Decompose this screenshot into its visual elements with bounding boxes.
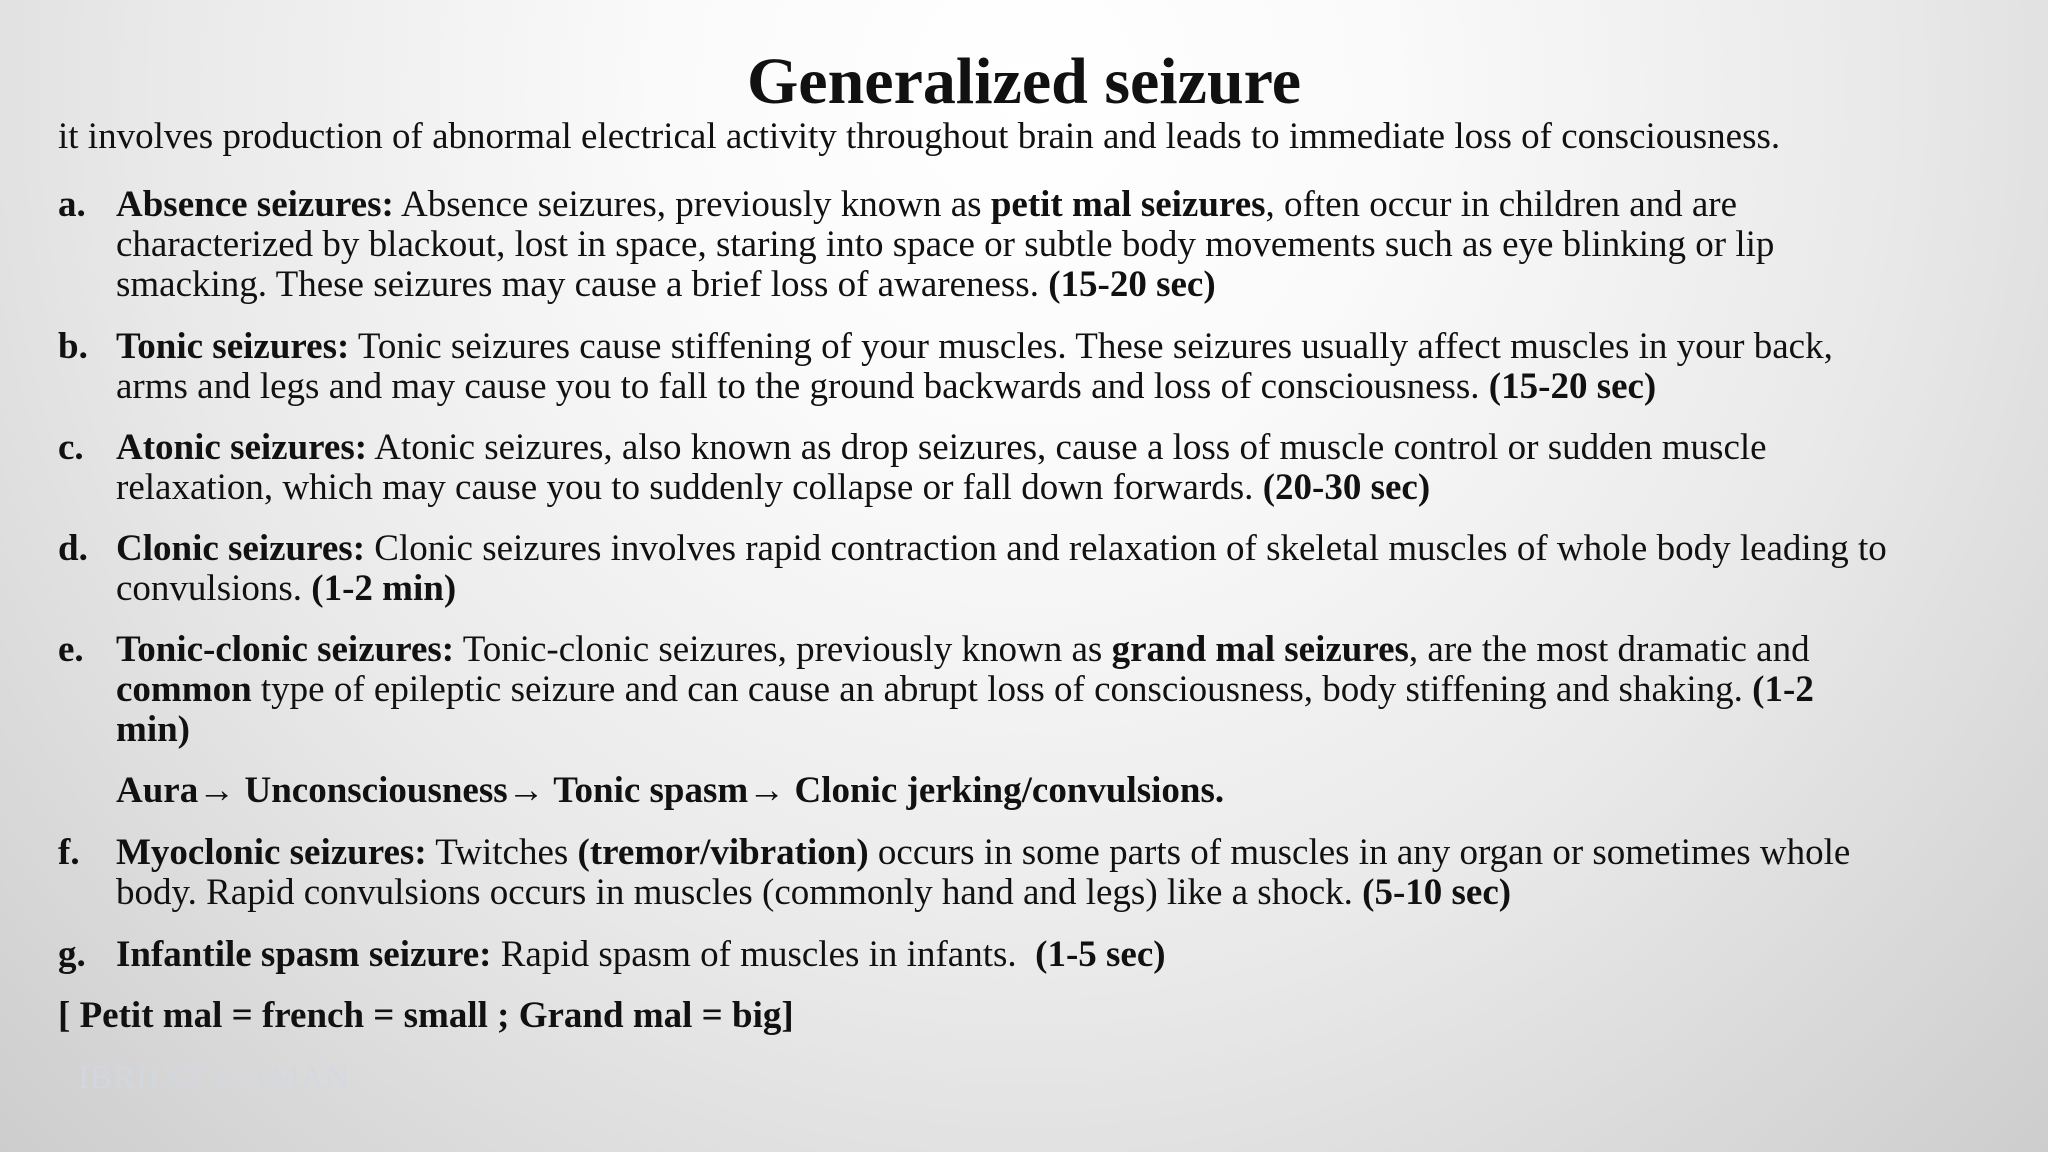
list-item-body xyxy=(116,428,2016,508)
item-text: Absence seizures, previously known as xyxy=(393,184,991,225)
list-marker: e. xyxy=(58,629,84,670)
item-text: convulsions. xyxy=(116,568,312,609)
item-text: arms and legs and may cause you to fall to the ground backwards and loss of consciousness. xyxy=(116,366,1489,407)
item-line xyxy=(116,630,2016,670)
list-marker: b. xyxy=(58,326,88,367)
item-line xyxy=(116,873,2016,913)
item-term: Tonic seizures: xyxy=(116,326,350,367)
list-item-body xyxy=(116,185,2016,305)
item-emphasis: grand mal seizures xyxy=(1111,629,1409,670)
item-text: Atonic seizures, also known as drop seizures, cause a loss of muscle control or sudden muscle xyxy=(367,427,1767,468)
slide-title: Generalized seizure xyxy=(746,45,1302,118)
item-line xyxy=(116,935,2016,975)
list-marker: a. xyxy=(58,184,86,225)
item-line xyxy=(116,529,2016,569)
item-text: Clonic seizures involves rapid contraction and relaxation of skeletal muscles of whole body leading to xyxy=(365,528,1887,569)
list-item-body xyxy=(116,630,2016,811)
item-text: relaxation, which may cause you to suddenly collapse or fall down forwards. xyxy=(116,467,1263,508)
item-term: Infantile spasm seizure: xyxy=(116,934,492,975)
item-text: , are the most dramatic and xyxy=(1408,629,1810,670)
item-term: Myoclonic seizures: xyxy=(116,832,427,873)
item-text: Tonic seizures cause stiffening of your muscles. These seizures usually affect muscles in your back, xyxy=(349,326,1833,367)
list-marker: c. xyxy=(58,427,84,468)
list-item-body xyxy=(116,935,2016,975)
item-text: type of epileptic seizure and can cause an abrupt loss of consciousness, body stiffening and shaking. xyxy=(251,669,1753,710)
item-line xyxy=(116,185,2016,225)
item-line xyxy=(116,670,2016,710)
list-item-body xyxy=(116,833,2016,913)
list-item-body xyxy=(116,529,2016,609)
item-term: Absence seizures: xyxy=(116,184,394,225)
list-marker: f. xyxy=(58,832,80,873)
item-line xyxy=(116,367,2016,407)
item-line xyxy=(116,710,2016,750)
list-item-body xyxy=(116,327,2016,407)
item-line xyxy=(116,468,2016,508)
item-duration: (1-2 min) xyxy=(311,568,457,609)
list-marker: d. xyxy=(58,528,88,569)
item-duration: (15-20 sec) xyxy=(1488,366,1657,407)
item-text: body. Rapid convulsions occurs in muscles (commonly hand and legs) like a shock. xyxy=(116,872,1363,913)
item-duration: (1-2 xyxy=(1752,669,1814,710)
item-line xyxy=(116,833,2016,873)
item-duration: (15-20 sec) xyxy=(1048,264,1216,305)
item-duration: min) xyxy=(116,709,190,750)
item-text: smacking. These seizures may cause a brief loss of awareness. xyxy=(116,264,1049,305)
item-term: Atonic seizures: xyxy=(116,427,368,468)
list-marker: g. xyxy=(58,934,86,975)
item-line: characterized by blackout, lost in space, staring into space or subtle body movements such as eye blinking or lip xyxy=(116,224,1775,265)
item-duration: (20-30 sec) xyxy=(1262,467,1431,508)
item-duration: (1-5 sec) xyxy=(1035,934,1166,975)
item-emphasis: (tremor/vibration) xyxy=(577,832,869,873)
item-duration: (5-10 sec) xyxy=(1362,872,1512,913)
item-line xyxy=(116,265,2016,305)
item-sequence: Aura→ Unconsciousness→ Tonic spasm→ Clonic jerking/convulsions. xyxy=(116,770,1225,811)
item-line xyxy=(116,569,2016,609)
item-text: Twitches xyxy=(426,832,578,873)
item-line xyxy=(116,327,2016,367)
item-term: Clonic seizures: xyxy=(116,528,366,569)
intro-text: it involves production of abnormal electrical activity throughout brain and leads to immediate loss of consciousness. xyxy=(58,116,1781,157)
item-emphasis: common xyxy=(116,669,252,710)
item-text: Tonic-clonic seizures, previously known as xyxy=(454,629,1112,670)
item-text: occurs in some parts of muscles in any organ or sometimes whole xyxy=(868,832,1851,873)
item-line xyxy=(116,428,2016,468)
item-emphasis: petit mal seizures xyxy=(990,184,1266,225)
item-text: Rapid spasm of muscles in infants. xyxy=(491,934,1036,975)
footnote: [ Petit mal = french = small ; Grand mal = big] xyxy=(58,995,794,1036)
item-text: , often occur in children and are xyxy=(1265,184,1738,225)
watermark: IBRIIX7 © AMAN xyxy=(78,1060,350,1096)
item-term: Tonic-clonic seizures: xyxy=(116,629,455,670)
